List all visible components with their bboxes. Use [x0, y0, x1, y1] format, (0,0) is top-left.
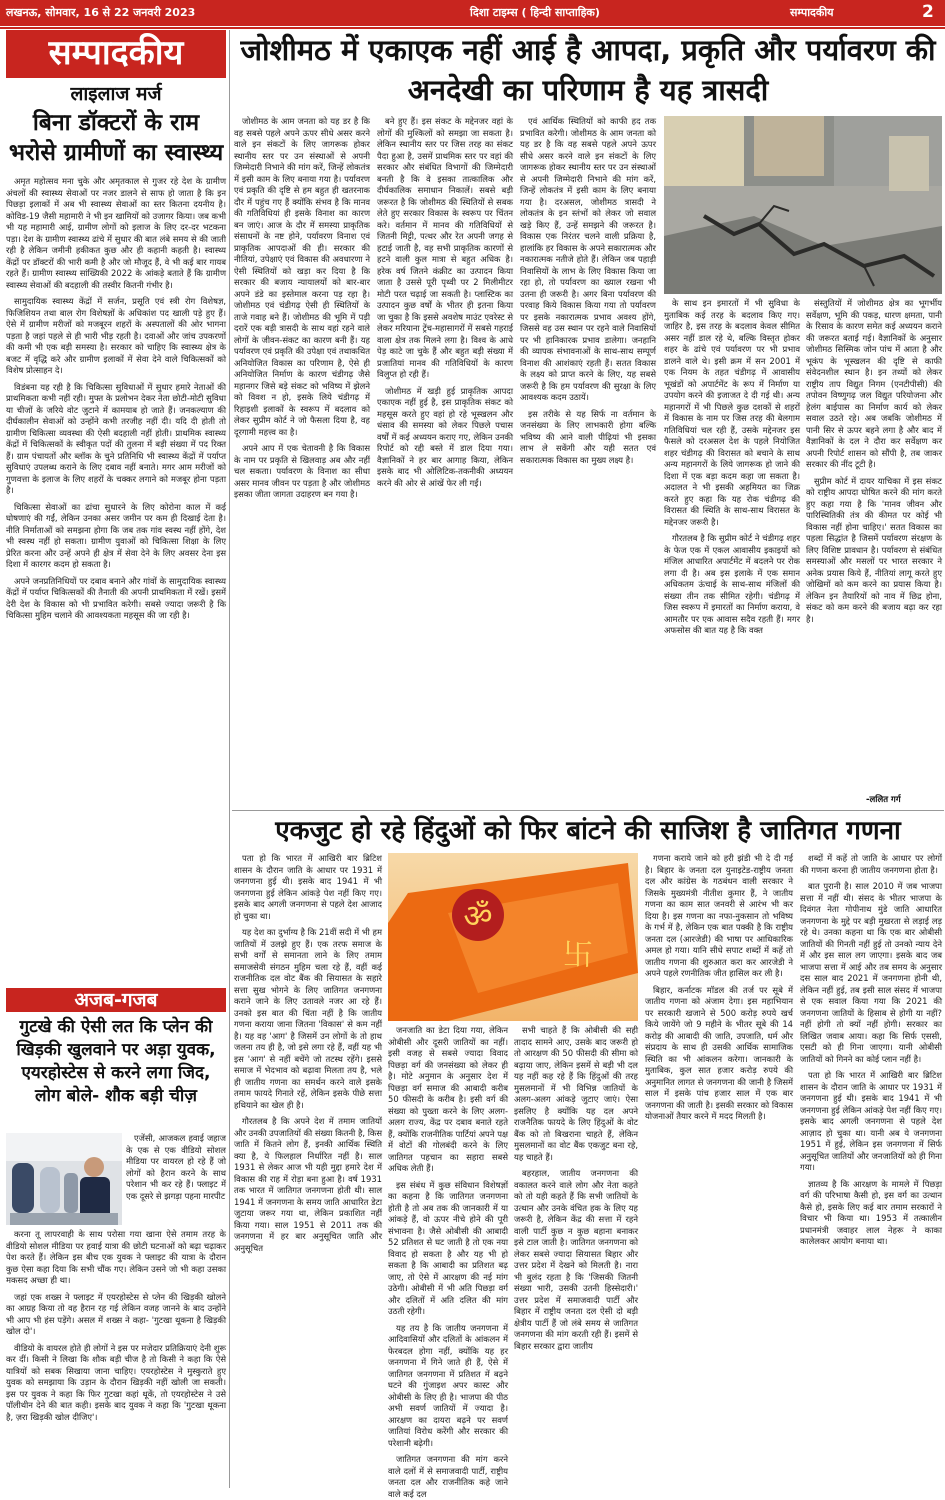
- joshimath-col-4: [664, 298, 800, 808]
- census-paragraph: ज्ञातव्य है कि आरक्षण के मामले में पिछड़ा वर्ग की परिभाषा कैसी हो, इस वर्ग का उत्थान कैसे हो, इसके लिए कई बार तमाम सरकारों ने विचार भी किया था। 1953 में तत्कालीन प्रधानमंत्री जवाहर लाल नेहरू ने काका कालेलकर आयोग बनाया था।: [800, 1178, 942, 1246]
- joshimath-paragraph: सुप्रीम कोर्ट में दायर याचिका में इस संकट को राष्ट्रीय आपदा घोषित करने की मांग करते हुए कहा गया है कि 'मानव जीवन और पारिस्थितिकी तंत्र की कीमत पर कोई भी विकास नहीं होना चाहिए।' सतत विकास का पहला सिद्धांत है जिसमें पर्यावरण संरक्षण के लिए विशिष्ट प्रावधान है। पर्यावरण से संबंधित समस्याओं और मसलों पर भारत सरकार ने अनेक प्रयास किये हैं, नीतियां लागू करते हुए जोखिमों को कम करने का प्रयास किया है। लेकिन इन तैयारियों को नाव में छिद्र होना, संकट को कम करने की बजाय बढ़ा कर रहा है।: [806, 475, 942, 624]
- census-col-5: [800, 853, 942, 1487]
- editorial-paragraph: अपने जनप्रतिनिधियों पर दबाव बनाने और गांवों के सामुदायिक स्वास्थ्य केंद्रों में पर्याप्त चिकित्सकों की तैनाती की अपनी प्राथमिकता में रखें। इसमें देरी देश के विकास को भी प्रभावित करेगी। सबसे ज्यादा जरूरी है कि चिकित्सा मुहिम चलाने की आवश्यकता महसूस की जा रही है।: [6, 575, 226, 620]
- section-name: सम्पादकीय: [790, 6, 834, 19]
- column-divider: [229, 30, 230, 1488]
- joshimath-col-3: [520, 116, 656, 808]
- editorial-paragraph: चिकित्सा सेवाओं का ढांचा सुधारने के लिए कोरोना काल में कई घोषणाएं की गईं, लेकिन उनका असर जमीन पर कम ही दिखाई देता है। नीति निर्माताओं को समझना होगा कि जब तक गांव स्वस्थ नहीं होंगे, देश भी स्वस्थ नहीं हो सकता। ग्रामीण युवाओं को चिकित्सा शिक्षा के लिए प्रेरित करना और उन्हें अपने ही क्षेत्र में सेवा देने के लिए अवसर देना इस दिशा में कारगर कदम हो सकता है।: [6, 501, 226, 569]
- census-col-1: [234, 853, 382, 1487]
- ajab-headline: गुटखे की ऐसी लत कि प्लेन की खिड़की खुलवाने पर अड़ा युवक, एयरहोस्टेस से करने लगा जिद, लोग बोले- शौक बड़ी चीज़: [16, 1017, 216, 1106]
- census-paragraph: सभी चाहते हैं कि ओबीसी की सही तादाद सामने आए, उसके बाद जरूरी हो तो आरक्षण की 50 फीसदी की सीमा को बढ़ाया जाए, लेकिन इसमें से बड़ी भी दल यह नहीं कह रहे हैं कि हिंदुओं की तरह मुसलमानों में भी विभिन्न जातियों के अलग-अलग आंकड़े जुटाए जाएं। ऐसा इसलिए है क्योंकि यह दल अपने राजनैतिक फायदे के लिए हिंदुओं के वोट बैंक को तो बिखराना चाहते हैं, लेकिन मुसलमानों का वोट बैंक एकजुट बना रहे, यह चाहते हैं।: [514, 1025, 638, 1162]
- page-number: 2: [922, 2, 934, 22]
- joshimath-col-5: [806, 298, 942, 788]
- census-paragraph: पता हो कि भारत में आखिरी बार ब्रिटिश शासन के दौरान जाति के आधार पर 1931 में जनगणना हुई थी। इसके बाद 1941 में भी जनगणना हुई लेकिन आंकड़े पेश नहीं किए गए। इसके बाद अगली जनगणना से पहले देश आज़ाद हो चुका था। यानी अब ये जनगणना 1951 में हुई, लेकिन इस जनगणना में सिर्फ अनुसूचित जातियों और जनजातियों को ही गिना गया।: [800, 1070, 942, 1172]
- census-headline: एकजुट हो रहे हिंदुओं को फिर बांटने की साजिश है जातिगत गणना: [275, 816, 901, 846]
- editorial-paragraph: विडंबना यह रही है कि चिकित्सा सुविधाओं में सुधार हमारे नेताओं की प्राथमिकता कभी नहीं रही। मुफ्त के प्रलोभन देकर नेता छोटी-मोटी सुविधा या चीजों के जरिये वोट जुटाने में कामयाब हो जाते हैं। जनकल्याण की दीर्घकालीन सेवाओं को उन्होंने कभी तरजीह नहीं दी। यदि दी होती तो ग्रामीण चिकित्सा व्यवस्था की ऐसी बदहाली नहीं होती। प्राथमिक स्वास्थ्य केंद्रों में चिकित्सकों के स्वीकृत पदों की तुलना में बड़ी संख्या में पद रिक्त हैं। ग्राम पंचायतों और ब्लॉक के चुने प्रतिनिधि भी स्वास्थ्य केंद्रों में पर्याप्त सुविधाएं उपलब्ध कराने के लिए दबाव नहीं बनाते। मगर आम मरीजों को गुणवत्ता के इलाज के लिए शहरों के चक्कर लगाने को मजबूर होना पड़ता है।: [6, 381, 226, 495]
- census-paragraph: बहरहाल, जातीय जनगणना की वकालत करने वाले लोग और नेता कहते को तो यही कहते हैं कि सभी जातियों के उत्थान और उनके वंचित हक के लिए यह जरूरी है, लेकिन केंद्र की सत्ता में रहने वाली पार्टी कुछ न कुछ बहाना बनाकर इसे टाल जाती है। जातिगत जनगणना को लेकर सबसे ज्यादा सियासत बिहार और उत्तर प्रदेश में देखने को मिलती है। नारा भी बुलंद रहता है कि 'जिसकी जितनी संख्या भारी, उसकी उतनी हिस्सेदारी।' उत्तर प्रदेश में समाजवादी पार्टी और बिहार में राष्ट्रीय जनता दल ऐसी दो बड़ी क्षेत्रीय पार्टी हैं जो लंबे समय से जातिगत जनगणना की मांग करती रही हैं। इसमें से बिहार सरकार द्वारा जातीय: [514, 1168, 638, 1351]
- census-paragraph: गणना कराये जाने को हरी झंडी भी दे दी गई है। बिहार के जनता दल युनाइटेड-राष्ट्रीय जनता दल और कांग्रेस के गठबंधन वाली सरकार ने जिसके मुख्यमंत्री नीतीश कुमार हैं, ने जातीय गणना का काम सात जनवरी से आरंभ भी कर दिया है। इस गणना का नफा-नुकसान तो भविष्य के गर्भ में है, लेकिन एक बात पक्की है कि राष्ट्रीय जनता दल (आरजेडी) की भाषा पर आधिकारिक अमल हो गया। यानि सीधे सपाट शब्दों में कहें तो जातीय गणना की शुरुआत करा कर आरजेडी ने अपने पहले रणनीतिक जीत हासिल कर ली है।: [645, 853, 793, 978]
- svg-text:卐: 卐: [563, 938, 593, 973]
- header-rule: [0, 27, 945, 29]
- editorial-label: सम्पादकीय: [6, 30, 226, 78]
- svg-text:ॐ: ॐ: [463, 897, 493, 935]
- census-paragraph: गौरतलब है कि अपने देश में तमाम जातियों और उनकी उपजातियों की संख्या कितनी है, किस जाति में कितने लोग हैं, इनकी आर्थिक स्थिति क्या है, ये फिलहाल निर्धारित नहीं है। साल 1931 से लेकर आज भी यही मुद्दा हमारे देश में विकास की राह में रोड़ा बना हुआ है। वर्ष 1931 तक भारत में जातिगत जनगणना होती थी। साल 1941 में जनगणना के समय जाति आधारित डेटा जुटाया जरूर गया था, लेकिन प्रकाशित नहीं किया गया। साल 1951 से 2011 तक की जनगणना में हर बार अनुसूचित जाति और अनुसूचित: [234, 1116, 382, 1253]
- joshimath-byline: -ललित गर्ग: [866, 795, 901, 805]
- census-col-4: [645, 853, 793, 1487]
- story-divider: [232, 810, 944, 811]
- census-paragraph: बिहार, कर्नाटक मॉडल की तर्ज पर सूबे में जातीय गणना को अंजाम देगा। इस महाभियान पर सरकारी खजाने से 500 करोड़ रुपये खर्च किये जायेंगे जो 9 महीने के भीतर सूबे की 14 करोड़ की आबादी की जाति, उपजाति, धर्म और संप्रदाय के साथ ही उसकी आर्थिक सामाजिक स्थिति का भी आंकलन करेगा। जानकारी के मुताबिक, कुल सात हजार करोड़ रुपये की अनुमानित लागत से जनगणना की जानी है जिसमें साल में इसके पांच हजार साल में एक बार जनगणना की जाती है। इसकी सरकार को विकास योजनाओं तैयार करने में मदद मिलती है।: [645, 984, 793, 1121]
- ajab-gajab-label: अजब-गजब: [6, 988, 226, 1012]
- joshimath-paragraph: एवं आर्थिक स्थितियों को काफी हद तक प्रभावित करेगी। जोशीमठ के आम जनता को यह डर है कि वह सबसे पहले अपने ऊपर सीधे असर करने वाले इन संकटों के लिए जागरूक होकर स्थानीय स्तर पर उन संस्थाओं से अपनी जिम्मेदारी निभाने की मांग करें, जिन्हें लोकतंत्र में इसी काम के लिए बनाया गया है। दरअसल, जोशीमठ त्रासदी ने लोकतंत्र के इन स्तंभों को लेकर जो सवाल खड़े किए हैं, उन्हें समझने की जरूरत है। विकास एक निरंतर चलने वाली प्रक्रिया है, हालांकि हर विकास के अपने सकारात्मक और नकारात्मक नतीजे होते हैं। लेकिन जब पहाड़ी निवासियों के लाभ के लिए विकास किया जा रहा हो, तो पर्यावरण का ख्याल रखना भी उतना ही जरूरी है। अगर बिना पर्यावरण की परवाह किये विकास किया गया तो पर्यावरण पर इसके नकारात्मक प्रभाव अवश्य होंगे, जिससे वह उस स्थान पर रहने वाले निवासियों पर भी हानिकारक प्रभाव डालेगा। जनहानि की व्यापक संभावनाओं के साथ-साथ सम्पूर्ण विनाश की आशंकाएं रहती हैं। सतत विकास के लक्ष्य को प्राप्त करने के लिए, यह सबसे जरूरी है कि हम पर्यावरण की सुरक्षा के लिए आवश्यक कदम उठायें।: [520, 116, 656, 402]
- editorial-subhead: लाइलाज मर्ज: [70, 83, 162, 105]
- ajab-body: [6, 1229, 226, 1487]
- editorial-headline: बिना डॉक्टरों के राम भरोसे ग्रामीणों का स्वास्थ्य: [8, 110, 224, 166]
- joshimath-paragraph: गौरतलब है कि सुप्रीम कोर्ट ने चंडीगढ़ शहर के फेज एक में एकल आवासीय इकाइयों को मंजिल आधारित अपार्टमेंट में बदलने पर रोक लगा दी है। अब इस इलाके में एक समान अधिकतम ऊंचाई के साथ-साथ मंजिलों की संख्या तीन तक सीमित रहेगी। चंडीगढ़ में जिस स्वरूप में इमारतों का निर्माण कराया, वे आमतौर पर एक आवास सदैव रहती हैं। मगर अफसोस की बात यह है कि वक्त: [664, 533, 800, 635]
- editorial-paragraph: सामुदायिक स्वास्थ्य केंद्रों में सर्जन, प्रसूति एवं स्त्री रोग विशेषज्ञ, फिजिशियन तथा बाल रोग विशेषज्ञों के अधिकांश पद खाली पड़े हुए हैं। ऐसे में ग्रामीण मरीजों को मजबूरन शहरों के अस्पतालों की ओर भागना पड़ता है जहां पहले से ही भारी भीड़ रहती है। दवाओं और जांच उपकरणों की कमी भी एक बड़ी समस्या है। सरकार को चाहिए कि स्वास्थ्य क्षेत्र के बजट में वृद्धि करे और ग्रामीण इलाकों में सेवा देने वाले चिकित्सकों को विशेष प्रोत्साहन दे।: [6, 296, 226, 375]
- editorial-paragraph: अमृत महोत्सव मना चुके और अमृतकाल से गुजर रहे देश के ग्रामीण अंचलों की स्वास्थ्य सेवाओं पर नजर डालने से साफ हो जाता है कि इन पिछड़ा इलाकों में अब भी स्वास्थ्य सेवाओं का स्तर कितना दयनीय है। कोविड-19 जैसी महामारी ने भी इन खामियों को उजागर किया। जब कभी भी यह महामारी आई, ग्रामीण लोगों को इलाज के लिए दर-दर भटकना पड़ा। देश के ग्रामीण स्वास्थ्य ढांचे में सुधार की बात लंबे समय से की जाती रही है लेकिन जमीनी हकीकत कुछ और ही कहानी कहती है। स्वास्थ्य केंद्रों पर डॉक्टरों की भारी कमी है और जो मौजूद हैं, वे भी कई बार गायब रहते हैं। ग्रामीण स्वास्थ्य सांख्यिकी 2022 के आंकड़े बताते हैं कि ग्रामीण स्वास्थ्य सेवाओं की बदहाली की तस्वीर कितनी गंभीर है।: [6, 176, 227, 290]
- joshimath-headline: जोशीमठ में एकाएक नहीं आई है आपदा, प्रकृति और पर्यावरण की अनदेखी का परिणाम है यह त्रासदी: [240, 33, 936, 107]
- joshimath-paragraph: अपने आप में एक चेतावनी है कि विकास के नाम पर प्रकृति से खिलवाड़ अब और नहीं चल सकता। पर्यावरण के विनाश का सीधा असर मानव जीवन पर पड़ता है और जोशीमठ इसका जीता जागता उदाहरण बन गया है।: [234, 443, 370, 499]
- census-col-3: [514, 1025, 638, 1487]
- joshimath-paragraph: के साथ इन इमारतों में भी सुविधा के मुताबिक कई तरह के बदलाव किए गए। जाहिर है, इस तरह के बदलाव केवल सीमित असर नहीं डाल रहे थे, बल्कि विस्तृत होकर शहर के ढांचे एवं पर्यावरण पर भी प्रभाव डालने वाले थे। इसी क्रम में सन 2001 में एक नियम के तहत चंडीगढ़ में आवासीय भूखंडों को अपार्टमेंट के रूप में निर्माण या उपयोग करने की इजाजत दे दी गई थी। अन्य महानगरों में भी पिछले कुछ दशकों से शहरों में विकास के नाम पर जिस तरह की बेलगाम गतिविधियां चल रही हैं, उसके मद्देनजर इस फैसले को दरअसल देश के पहले नियोजित शहर चंडीगढ़ की विरासत को बचाने के साथ अन्य महानगरों के लिये जागरूक हो जाने की दिशा में एक बड़ा कदम कहा जा सकता है। अदालत ने भी इसकी अहमियत का जिक्र करते हुए कहा कि यह रोक चंडीगढ़ की विरासत की स्थिति के साथ-साथ विरासत के मद्देनजर जरूरी है।: [664, 298, 800, 527]
- joshimath-col-1: [234, 116, 370, 808]
- ajab-side-paragraph: एजेंसी, आजकल हवाई जहाज के एक से एक वीडियो सोशल मीडिया पर वायरल हो रहे हैं जो लोगों को हैरान करने के साथ परेशान भी कर रहे हैं। फ्लाइट में एक दूसरे से झगड़ा पहना मारपीट: [126, 1133, 226, 1201]
- cracked-wall-photo: [664, 116, 942, 294]
- census-paragraph: जातिगत जनगणना की मांग करने वाले दलों में से समाजवादी पार्टी, राष्ट्रीय जनता दल और राजनीतिक कहे जाने वाले कई दल: [388, 1454, 508, 1499]
- census-col-2: [388, 1025, 508, 1499]
- joshimath-paragraph: जोशीमठ के आम जनता को यह डर है कि वह सबसे पहले अपने ऊपर सीधे असर करने वाले इन संकटों के लिए जागरूक होकर स्थानीय स्तर पर उन संस्थाओं से अपनी जिम्मेदारी निभाने की मांग करें, जिन्हें लोकतंत्र में इसी काम के लिए बनाया गया है। पर्यावरण एवं प्रकृति की दृष्टि से हम बहुत ही खतरनाक दौर में पहुंच गए हैं क्योंकि संभव है कि मानव की गतिविधियां ही इसके विनाश का कारण बन जाएं। आज के दौर में समस्या प्राकृतिक संसाधनों के नष्ट होने, पर्यावरण विनाश एवं प्राकृतिक आपदाओं की ही। सरकार की नीतियां, उपेक्षाएं एवं विकास की अवधारणा ने ऐसी स्थितियों को खड़ा कर दिया है कि सरकार की बजाय न्यायालयों को बार-बार अपने डंडे का इस्तेमाल करना पड़ रहा है। जोशीमठ एवं चंडीगढ़ ऐसी ही स्थितियों के ताजे गवाह बने हैं। जोशीमठ की भूमि में पड़ी दरारें एक बड़ी त्रासदी के साथ वहां रहने वाले लोगों के जीवन-संकट का कारण बनी हैं। यह पर्यावरण एवं प्रकृति की उपेक्षा एवं तथाकथित अनियोजित विकास का परिणाम है, ऐसे ही अनियोजित निर्माण के कारण चंडीगढ़ जैसे महानगर जिसे बड़े संकट को भविष्य में झेलने को विवश न हो, इसके लिये चंडीगढ़ में रिहाइशी इलाकों के स्वरूप में बदलाव को लेकर सुप्रीम कोर्ट ने जो फैसला दिया है, वह दूरगामी महत्त्व का है।: [234, 116, 370, 437]
- joshimath-paragraph: बने हुए हैं। इस संकट के मद्देनजर वहां के लोगों की मुश्किलों को समझा जा सकता है। लेकिन स्थानीय स्तर पर जिस तरह का संकट पैदा हुआ है, उसमें प्राथमिक स्तर पर वहां की सरकार और संबंधित विभागों की जिम्मेदारी बनती है कि वे इसका तात्कालिक और दीर्घकालिक समाधान निकालें। सबसे बड़ी जरूरत है कि जोशीमठ की स्थितियों से सबक लेते हुए सरकार विकास के स्वरूप पर चिंतन करे। वर्तमान में मानव की गतिविधियों से जितनी मिट्टी, पत्थर और रेत अपनी जगह से हटाई जाती है, वह सभी प्राकृतिक कारणों से हटने वाली कुल मात्रा से बहुत अधिक है। हरेक वर्ष जितने कंक्रीट का उत्पादन किया जाता है उससे पूरी पृथ्वी पर 2 मिलीमीटर मोटी परत चढ़ाई जा सकती है। प्लास्टिक का उत्पादन कुछ वर्षों के भीतर ही इतना किया जा चुका है कि इससे अवशेष माउंट एवरेस्ट से लेकर मरियाना ट्रेंच-महासागरों में सबसे गहराई वाला क्षेत्र तक मिलने लगा है। विश्व के आधे पेड़ काटे जा चुके हैं और बहुत बड़ी संख्या में प्रजातियां मानव की गतिविधियों के कारण विलुप्त हो रही हैं।: [377, 116, 513, 379]
- census-paragraph: इस संबंध में कुछ संविधान विशेषज्ञों का कहना है कि जातिगत जनगणना होती है तो अब तक की जानकारी में या आंकड़े हैं, वो ऊपर नीचे होने की पूरी संभावना है। जैसे ओबीसी की आबादी 52 प्रतिशत से घट जाती है तो एक नया विवाद हो सकता है और यह भी हो सकता है कि आबादी का प्रतिशत बढ़ जाए, तो ऐसे में आरक्षण की नई मांग उठेगी। ओबीसी में भी अति पिछड़ा वर्ग और दलितों में अति दलित की मांग उठती रहेगी।: [388, 1179, 508, 1316]
- ajab-paragraph: वीडियो के वायरल होते ही लोगों ने इस पर मजेदार प्रतिक्रियाएं देनी शुरू कर दीं। किसी ने लिखा कि शौक बड़ी चीज है तो किसी ने कहा कि ऐसे यात्रियों को सबक सिखाया जाना चाहिए। एयरहोस्टेस ने मुस्कुराते हुए युवक को समझाया कि उड़ान के दौरान खिड़की नहीं खोली जा सकती। इस पर युवक ने कहा कि फिर गुटखा कहां थूकें, तो एयरहोस्टेस ने उसे पॉलीथीन देने की बात कही। इसके बाद युवक ने कहा कि 'गुटखा थूकना है, ज़रा खिड़की खोल दीजिए'।: [6, 1342, 226, 1422]
- census-paragraph: शब्दों में कहें तो जाति के आधार पर लोगों की गणना करना ही जातीय जनगणना होता है।: [800, 853, 942, 875]
- ajab-paragraph: जहां एक शख्स ने फ्लाइट में एयरहोस्टेस से प्लेन की खिड़की खोलने का आग्रह किया तो वह हैरान रह गई लेकिन वजह जानने के बाद उन्होंने भी आप भी हंस पड़ेंगे। असल में शख्स ने कहा- 'गुटखा थूकना है खिड़की खोल दो'।: [6, 1291, 226, 1336]
- census-paragraph: यह तय है कि जातीय जनगणना में आदिवासियों और दलितों के आंकलन में फेरबदल होगा नहीं, क्योंकि यह हर जनगणना में गिने जाते ही हैं, ऐसे में जातिगत जनगणना में प्रतिशत में बढ़ने घटने की गुंजाइश अपर कास्ट और ओबीसी के लिए ही है। भाजपा की पीठ अभी सवर्ण जातियों में ज्यादा है। आरक्षण का दायरा बढ़ने पर सवर्ण जातियां विरोध करेंगी और सरकार की परेशानी बढ़ेगी।: [388, 1322, 508, 1448]
- joshimath-paragraph: संस्तुतियों में जोशीमठ क्षेत्र का भूगर्भीय सर्वेक्षण, भूमि की पकड़, धारण क्षमता, पानी के रिसाव के कारण समेत कई अध्ययन कराने की जरूरत बताई गई। वैज्ञानिकों के अनुसार जोशीमठ सिस्मिक जोन पांच में आता है और भूकंप के भूस्खलन की दृष्टि से काफी संवेदनशील स्थान है। इन तथ्यों को लेकर राष्ट्रीय ताप विद्युत निगम (एनटीपीसी) की तपोवन विष्णुगढ़ जल विद्युत परियोजना और हेलंग बाईपास का निर्माण कार्य को लेकर सवाल उठते रहे। अब जबकि जोशीमठ में पानी सिर से ऊपर बहने लगा है और बाद में वैज्ञानिकों के दल ने दौरा कर सर्वेक्षण कर अपनी रिपोर्ट शासन को सौंपी है, तब जाकर सरकार की नींद टूटी है।: [806, 298, 942, 469]
- ajab-paragraph: करना तू लापरवाही के साथ परोसा गया खाना ऐसे तमाम तरह के वीडियो सोशल मीडिया पर हवाई यात्रा की छोटी घटनाओं को बढ़ा चढ़ाकर पेश करते हैं। लेकिन इस बीच एक युवक ने फ्लाइट की यात्रा के दौरान कुछ ऐसा कहा दिया कि सभी चौंक गए। लेकिन उसने जो भी कहा उसका मकसद अच्छा ही था।: [6, 1229, 226, 1285]
- census-paragraph: यह देश का दुर्भाग्य है कि 21वीं सदी में भी हम जातियों में उलझे हुए हैं। एक तरफ समाज के सभी वर्गों से समानता लाने के लिए तमाम समाजसेवी संगठन मुहिम चला रहे हैं, वहीं कई राजनीतिक दल वोट बैंक की सियासत के सहारे सत्ता सुख भोगने के लिए जातिगत जनगणना कराने जाने के लिए उतावले नजर आ रहे हैं। उनको इस बात की चिंता नहीं है कि जातीय गणना कराया जाना जितना 'विकास' से कम नहीं है। यह वह 'आग' है जिसमें उन लोगों के तो हाथ जलना तय ही है, जो इसे लगा रहे हैं, वहीं यह भी इस 'आग' से नहीं बचेंगे जो तटस्थ रहेंगे। इससे समाज में भेदभाव को बढ़ावा मिलता तय है, भले ही जातीय गणना का समर्थन करने वाले इसके तमाम फायदे गिनाते रहें, लेकिन इसके पीछे सत्ता हथियाने का खेल ही है।: [234, 927, 382, 1110]
- joshimath-paragraph: जोशीमठ में खड़ी हुई प्राकृतिक आपदा एकाएक नहीं हुई है, इस प्राकृतिक संकट को महसूस करते हुए वहां हो रहे भूस्खलन और धंसाव की समस्या को लेकर पिछले पचास वर्षों में कई अध्ययन कराए गए, लेकिन उनकी रिपोर्ट को रद्दी बस्ते में डाल दिया गया। वैज्ञानिकों ने हर बार आगाह किया, लेकिन इसके बाद भी ओलिटिक-तकनीकी अध्ययन करने की ओर से आंखें फेर ली गईं।: [377, 385, 513, 488]
- edition-date: लखनऊ, सोमवार, 16 से 22 जनवरी 2023: [6, 6, 196, 19]
- census-paragraph: पता हो कि भारत में आखिरी बार ब्रिटिश शासन के दौरान जाति के आधार पर 1931 में जनगणना हुई थी। इसके बाद 1941 में भी जनगणना हुई लेकिन आंकड़े पेश नहीं किए गए। इसके बाद अगली जनगणना से पहले देश आजाद हो चुका था।: [234, 853, 382, 921]
- saffron-flag-photo: [388, 853, 638, 1021]
- editorial-body: [6, 176, 226, 982]
- ajab-side-text: [126, 1133, 226, 1227]
- masthead-bar: [0, 0, 945, 26]
- joshimath-paragraph: इस तरीके से यह सिर्फ ना वर्तमान के जनसंख्या के लिए लाभकारी होगा बल्कि भविष्य की आने वाली पीढ़ियां भी इसका लाभ ले सकेंगी और यही सतत एवं सकारात्मक विकास का मुख्य लक्ष्य है।: [520, 408, 656, 465]
- paper-name: दिशा टाइम्स ( हिन्दी साप्ताहिक): [470, 6, 600, 19]
- census-paragraph: बात पुरानी है। साल 2010 में जब भाजपा सत्ता में नहीं थी। संसद के भीतर भाजपा के दिवंगत नेता गोपीनाथ मुंडे जाति आधारित जनगणना के मुद्दे पर बड़ी मुखरता से लड़ाई लड़ रहे थे। उनका कहना था कि एक बार ओबीसी जातियों की गिनती नहीं हुई तो उनको न्याय देने में और इस साल लग जाएगा। इसके बाद जब भाजपा सत्ता में आई और तब समय के अनुसार दस साल बाद 2021 में जनगणना होनी थी, लेकिन नहीं हुई, तब इसी साल संसद में भाजपा से एक सवाल किया गया कि 2021 की जनगणना जातियों के हिसाब से होगी या नहीं? नहीं होगी तो क्यों नहीं होगी। सरकार का लिखित जवाब आया। कहा कि सिर्फ एससी, एसटी को ही गिना जाएगा। यानी ओबीसी जातियों को गिनने का कोई प्लान नहीं है।: [800, 881, 942, 1064]
- airplane-cabin-photo: [6, 1133, 122, 1225]
- joshimath-col-2: [377, 116, 513, 808]
- census-paragraph: जनजाति का डेटा दिया गया, लेकिन ओबीसी और दूसरी जातियों का नहीं। इसी वजह से सबसे ज्यादा विवाद पिछड़ा वर्ग की जनसंख्या को लेकर ही है। मोटे अनुमान के अनुसार देश में पिछड़ा वर्ग समाज की आबादी करीब 50 फीसदी के करीब है। इसी वर्ग की संख्या को पुख्ता करने के लिए अलग-अलग राज्य, केंद्र पर दबाव बनाते रहते हैं, क्योंकि राजनीतिक पार्टियां अपने पक्ष में वोटों की गोलबंदी करने के लिए जातिगत पहचान का सहारा सबसे अधिक लेती हैं।: [388, 1025, 508, 1173]
